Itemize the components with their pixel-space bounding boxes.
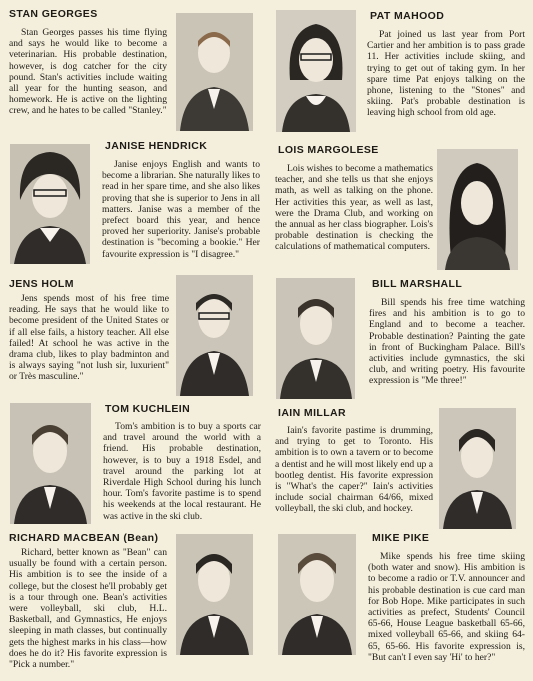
student-bio-iain-millar: Iain's favorite pastime is drumming, and trying to get to Toronto. His ambition is to own a tavern or to become a dentist and he will most likely end up a bootleg dentist. His favorite expression is "What's the caper?" Iain's activities include social chairman 64/66, mixed volleyball, the ski club, and hockey. [275,425,433,515]
student-name-richard-macbean [9,532,158,544]
student-name-tom-kuchlein: TOM KUCHLEIN [105,403,191,415]
student-photo-janise-hendrick [10,144,90,264]
student-bio-mike-pike: Mike spends his free time skiing (both water and snow). His ambition is to become a radio or T.V. announcer and his probable destination is cue card man for Bob Hope. Mike participates in such activities as prefect, Students' Council 65-66, House League basketball 65-66, mixed volleyball 65-66, and skiing 64-65, 65-66. His favorite expression is, "But can't I even say 'Hi' to her?" [368,551,525,663]
student-name-richard-macbean-text: RICHARD MACBEAN [9,532,120,544]
student-photo-stan-georges [176,13,253,131]
student-photo-pat-mahood [276,10,356,132]
student-name-lois-margolese: LOIS MARGOLESE [278,144,379,156]
student-photo-richard-macbean [176,534,253,655]
student-bio-pat-mahood: Pat joined us last year from Port Cartier and her ambition is to pass grade 11. Her activities include skiing, and trying to get out of taking gym. In her spare time Pat enjoys talking on the phone, listening to the "Stones" and skiing. Pat's probable destination is leaving high school from old age. [367,29,525,119]
student-bio-lois-margolese: Lois wishes to become a mathematics teacher, and she tells us that she enjoys math, as well as talking on the phone. Her activities this year, as well as last, were the Drama Club, and working on the annual as her class biographer. Lois's probable destination is checking the calculations of mathematical computers. [275,163,433,253]
student-photo-lois-margolese [437,149,518,270]
student-bio-bill-marshall: Bill spends his free time watching fires and his ambition is to go to England and to become a teacher. Probable destination? Painting the gate in front of Buckingham Palace. Bill's activities include gymnastics, the ski club, and writing poetry. His favourite expression is "Me three!" [369,297,525,387]
student-photo-iain-millar [439,408,516,529]
student-name-janise-hendrick: JANISE HENDRICK [105,140,208,152]
student-name-mike-pike: MIKE PIKE [372,532,430,544]
student-bio-stan-georges: Stan Georges passes his time flying and says he would like to become a veterinarian. His probable destination, however, is dog catcher for the city pound. Stan's activities include waiting all year for the hunting season, and homework. He is active on the lighting crew, and he hates to be called "Stanley." [9,27,167,117]
student-name-iain-millar: IAIN MILLAR [278,407,346,419]
student-name-bill-marshall: BILL MARSHALL [372,278,463,290]
student-name-pat-mahood: PAT MAHOOD [370,10,445,22]
student-bio-jens-holm: Jens spends most of his free time reading. He says that he would like to become president of the United States or if all else fails, a history teacher. All else failed! At school he was active in the drama club, likes to play badminton and is always saying "not lush sir, luxurient" or Très masculine." [9,293,169,383]
student-bio-tom-kuchlein: Tom's ambition is to buy a sports car and travel around the world with a friend. His probable destination, however, is to buy a 1918 Esdel, and travel around the parking lot at Riverdale High School during his lunch hour. Tom's favorite pastime is to spend his weekends at the local restaurant. He was active in the ski club. [103,421,261,522]
student-bio-janise-hendrick: Janise enjoys English and wants to become a librarian. She naturally likes to read in her spare time, and she also likes proving that she is superior to Jens in all matters. Janise was a member of the prefect board this year, and hence proved her superiority. Janise's probable destination is "becoming a bookie." Her favourite expression is "I disagree." [102,159,260,260]
student-photo-tom-kuchlein [10,403,91,524]
student-name-stan-georges: STAN GEORGES [9,8,98,20]
student-photo-jens-holm [176,275,253,396]
student-photo-bill-marshall [276,278,355,399]
student-bio-richard-macbean: Richard, better known as "Bean" can usually be found with a certain person. His ambition is to see the inside of a college, but the closest he'll probably get is a tour through one. Bean's activities were volleyball, ski club, H.L. Basketball, and Gymnastics, He enjoys sleeping in math classes, but continually gets the highest marks in his class—how does he do it? His favorite expression is "Pick a number." [9,547,167,671]
student-photo-mike-pike [278,534,356,655]
student-name-jens-holm: JENS HOLM [9,278,74,290]
student-nickname-richard-macbean: (Bean) [123,532,159,544]
